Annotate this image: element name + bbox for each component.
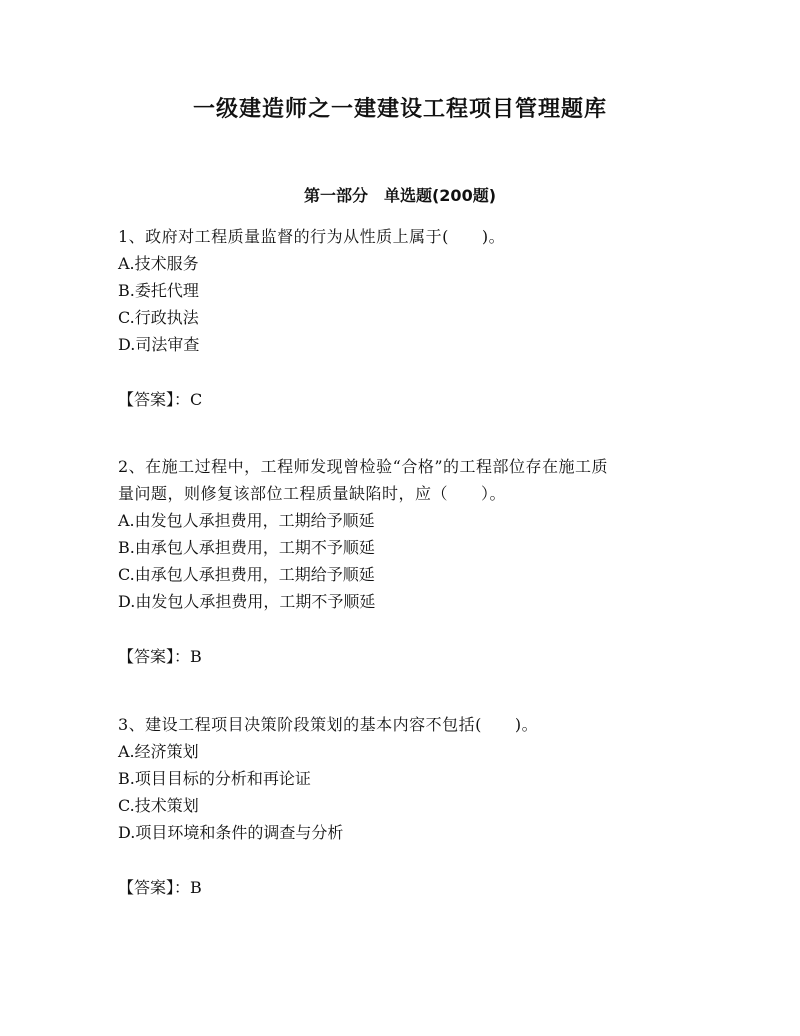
- answer-line: 【答案】：C: [118, 390, 203, 409]
- option-a: A.技术服务: [118, 254, 199, 273]
- option-c: C.行政执法: [118, 308, 199, 327]
- question-stem: [118, 223, 698, 250]
- section-title: 第一部分 单选题(200题): [303, 186, 497, 205]
- question-stem-line: 2、在施工过程中，工程师发现曾检验“合格”的工程部位存在施工质: [118, 457, 609, 476]
- question-3: [118, 711, 698, 901]
- question-stem-line: 3、建设工程项目决策阶段策划的基本内容不包括( )。: [118, 715, 539, 734]
- option-d: D.由发包人承担费用，工期不予顺延: [118, 592, 376, 611]
- question-stem-line: 量问题，则修复该部位工程质量缺陷时，应（ ）。: [118, 484, 507, 503]
- option-c: C.由承包人承担费用，工期给予顺延: [118, 565, 375, 584]
- document-title: 一级建造师之一建建设工程项目管理题库: [192, 96, 607, 122]
- option-b: B.委托代理: [118, 281, 199, 300]
- question-stem: [118, 453, 698, 507]
- option-a: A.经济策划: [118, 742, 199, 761]
- option-c: C.技术策划: [118, 796, 199, 815]
- option-d: D.项目环境和条件的调查与分析: [118, 823, 344, 842]
- option-d: D.司法审查: [118, 335, 200, 354]
- question-stem-line: 1、政府对工程质量监督的行为从性质上属于( )。: [118, 227, 506, 246]
- question-1: [118, 223, 698, 413]
- option-b: B.由承包人承担费用，工期不予顺延: [118, 538, 375, 557]
- answer-line: 【答案】：B: [118, 878, 202, 897]
- option-a: A.由发包人承担费用，工期给予顺延: [118, 511, 375, 530]
- answer-line: 【答案】：B: [118, 647, 202, 666]
- question-stem: [118, 711, 698, 738]
- question-2: [118, 453, 698, 670]
- option-b: B.项目目标的分析和再论证: [118, 769, 311, 788]
